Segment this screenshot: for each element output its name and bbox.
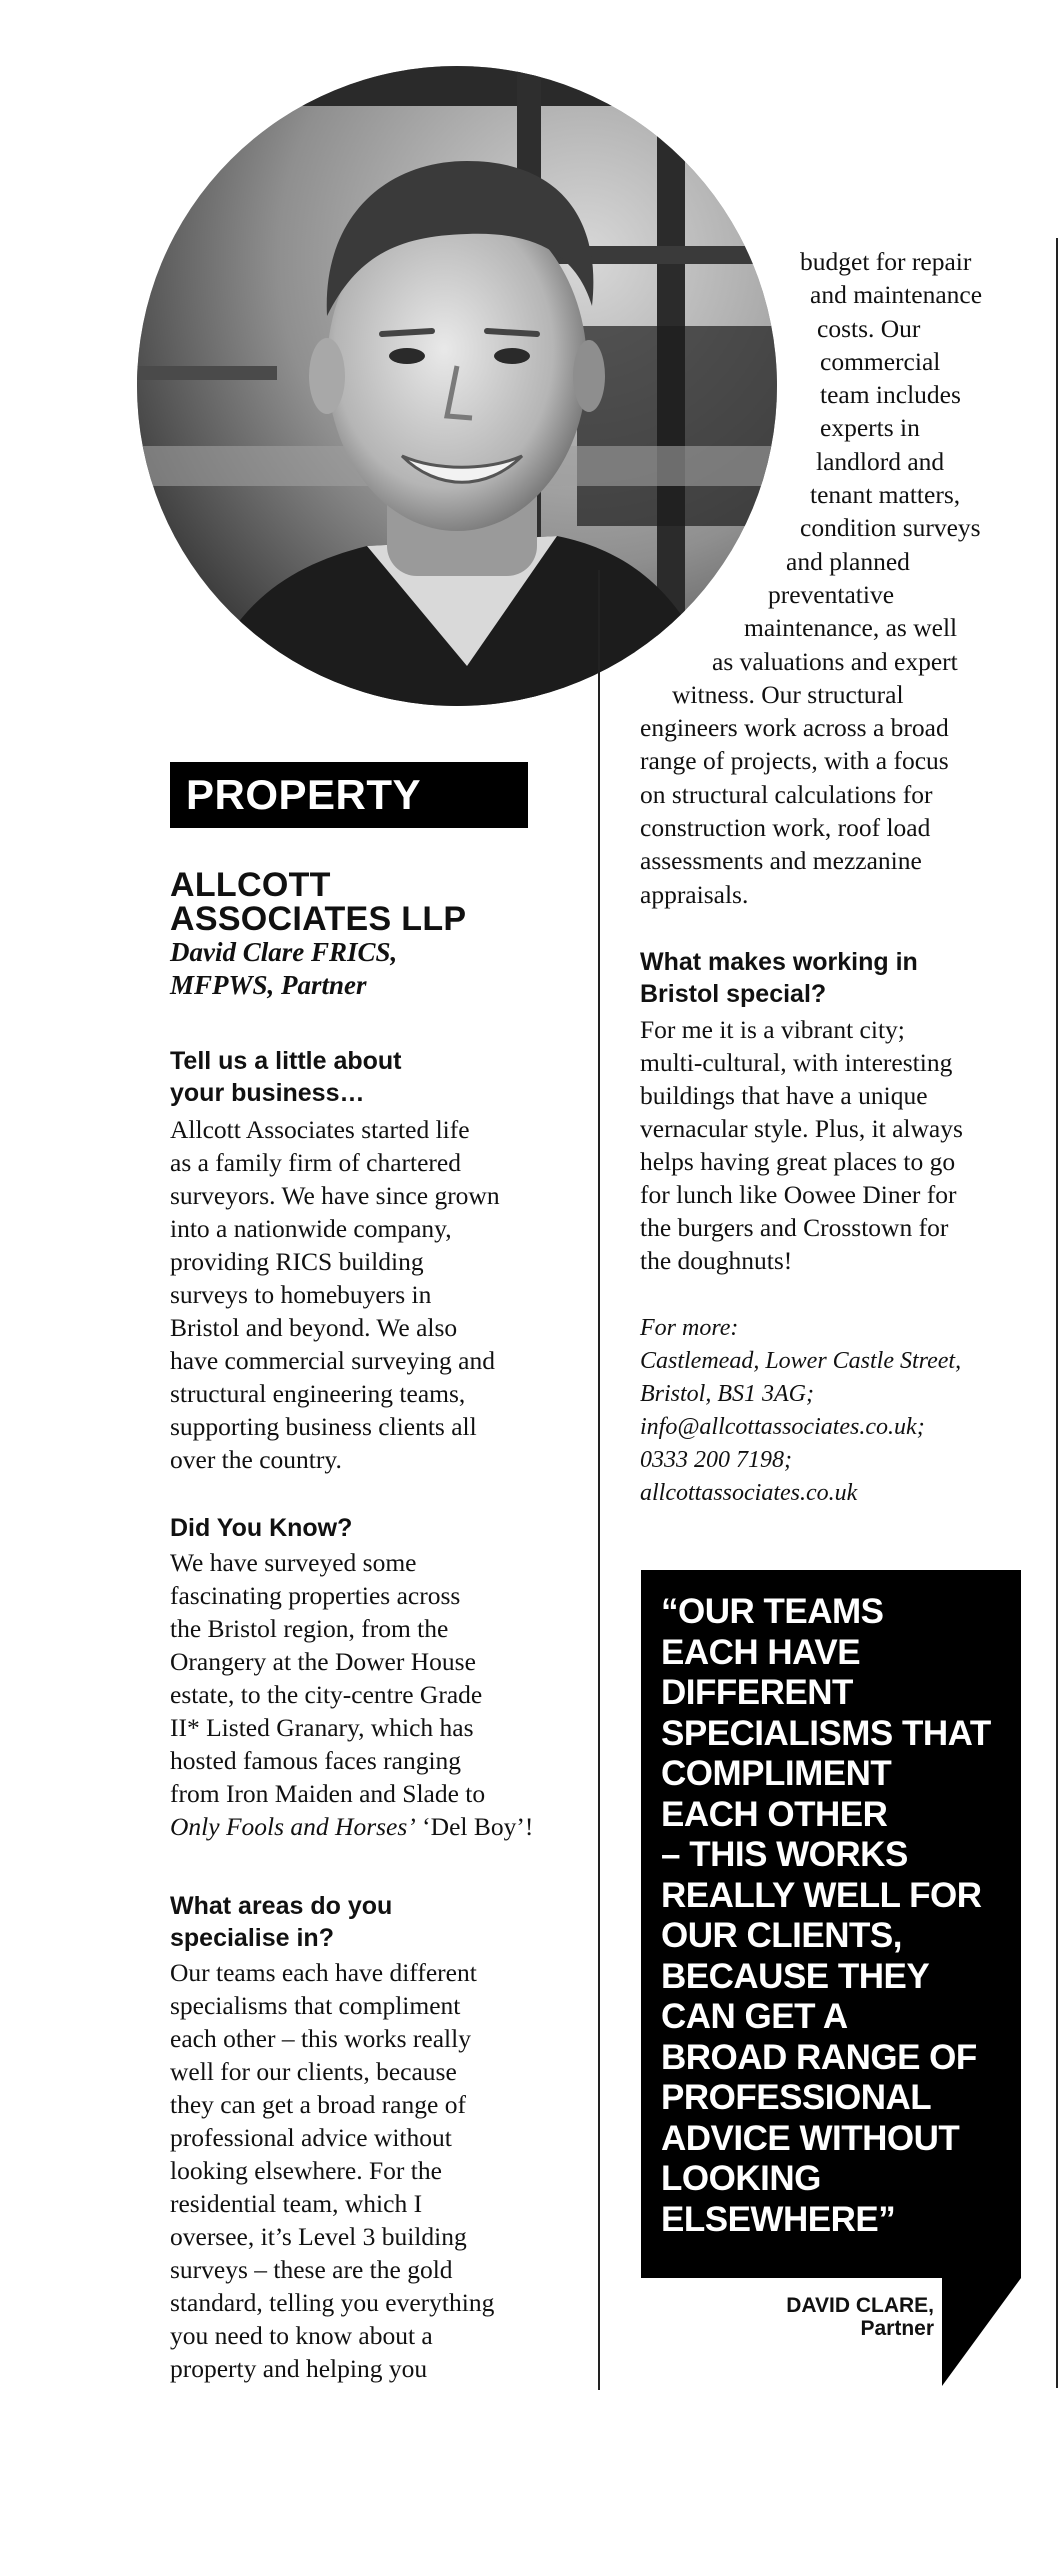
- section-label: PROPERTY: [170, 762, 528, 828]
- question-specialise: What areas do you specialise in?: [170, 1892, 393, 1952]
- question-bristol: What makes working in Bristol special?: [640, 948, 918, 1008]
- pull-quote-text: “OUR TEAMS EACH HAVE DIFFERENT SPECIALISMS THAT COMPLIMENT EACH OTHER – THIS WORKS REALLY WELL FOR OUR CLIENTS, BECAUSE THEY CAN GET A BROAD RANGE OF PROFESSIONAL ADVICE WITHOUT LOOKING ELSEWHERE”: [661, 1592, 991, 2239]
- contact-website[interactable]: allcottassociates.co.uk: [640, 1480, 858, 1506]
- answer-did-you-know: We have surveyed some fascinating properties across the Bristol region, from the Orangery at the Dower House estate, to the city-centre Grade II* Listed Granary, which has hosted famous faces ranging from Iron Maiden and Slade to Only Fools and Horses’ ‘Del Boy’!: [170, 1548, 534, 1841]
- company-name: ALLCOTT ASSOCIATES LLP: [170, 866, 467, 938]
- byline: David Clare FRICS, MFPWS, Partner: [170, 937, 398, 1000]
- contact-info: [640, 1312, 1030, 1510]
- contact-email[interactable]: info@allcottassociates.co.uk;: [640, 1414, 925, 1440]
- pull-quote-box: [641, 1570, 1021, 2278]
- question-business: Tell us a little about your business…: [170, 1047, 402, 1107]
- column-divider: [598, 570, 600, 2390]
- contact-phone[interactable]: 0333 200 7198;: [640, 1447, 792, 1473]
- question-did-you-know: Did You Know?: [170, 1514, 353, 1542]
- contact-address-city: Bristol, BS1 3AG;: [640, 1381, 814, 1407]
- contact-heading: For more:: [640, 1315, 739, 1341]
- right-edge-rule: [1056, 238, 1058, 2388]
- answer-specialise-continued: budget for repair and maintenance costs. Our commercial team includes experts in landlord and tenant matters, condition surveys and planned preventative maintenance, as well as valuations and expert witness. Our structural engineers work across a broad range of projects, with a focus on structural calculations for construction work, roof load assessments and mezzanine appraisals.: [640, 247, 983, 909]
- answer-bristol: For me it is a vibrant city; multi-cultural, with interesting buildings that have a unique vernacular style. Plus, it always helps having great places to go for lunch like Oowee Diner for the burgers and Crosstown for the doughnuts!: [640, 1015, 963, 1275]
- contact-address-line: Castlemead, Lower Castle Street,: [640, 1348, 962, 1374]
- answer-business: Allcott Associates started life as a family firm of chartered surveyors. We have since grown into a nationwide company, providing RICS building surveys to homebuyers in Bristol and beyond. We also have commercial surveying and structural engineering teams, supporting business clients all over the country.: [170, 1115, 500, 1474]
- speech-bubble-tail: [940, 2276, 1022, 2388]
- answer-specialise: Our teams each have different specialisms that compliment each other – this works really well for our clients, because they can get a broad range of professional advice without looking elsewhere. For the residential team, which I oversee, it’s Level 3 building surveys – these are the gold standard, telling you everything you need to know about a property and helping you: [170, 1958, 495, 2383]
- quote-attribution: DAVID CLARE, Partner: [786, 2294, 934, 2340]
